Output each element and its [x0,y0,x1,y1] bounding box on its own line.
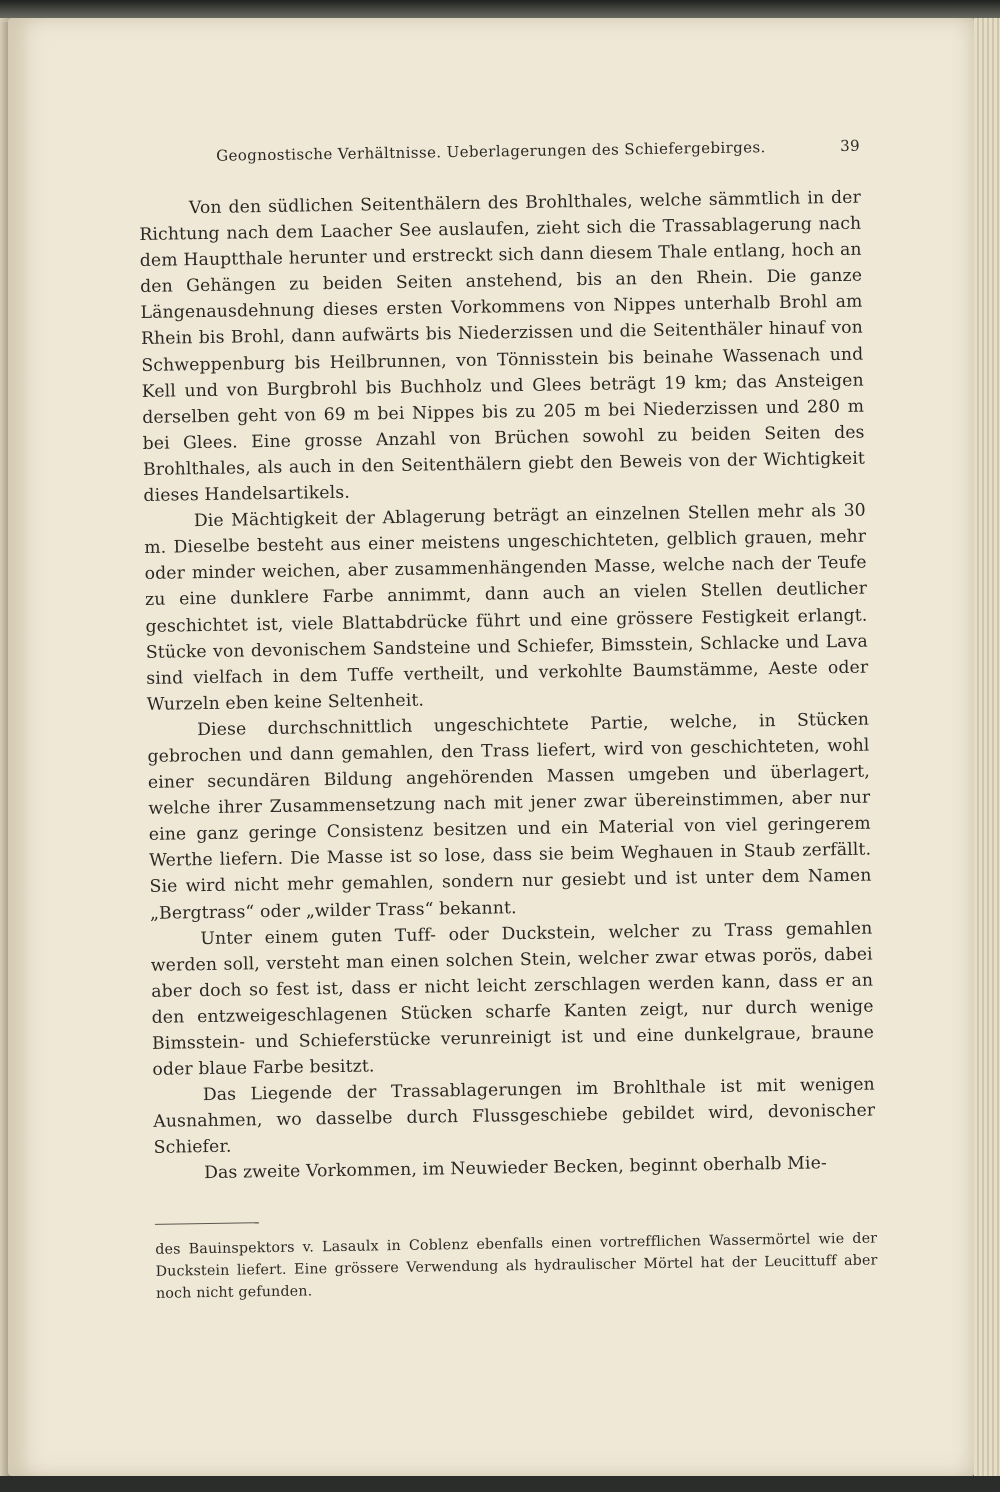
body-text [139,185,876,1188]
paragraph-1: Von den südlichen Seitenthälern des Brohlthales, welche sämmtlich in der Richtung nach dem Laacher See auslaufen, zieht sich die Trassablagerung nach dem Hauptthale herunter und erstreckt sich dann diesem Thale entlang, hoch an den Gehängen zu beiden Seiten anstehend, bis an den Rhein. Die ganze Längenausdehnung dieses ersten Vorkommens von Nippes unterhalb Brohl am Rhein bis Brohl, dann aufwärts bis Niederzissen und die Seitenthäler hinauf von Schweppenburg bis Heilbrunnen, von Tönnisstein bis beinahe Wassenach und Kell und von Burgbrohl bis Buchholz und Glees beträgt 19 km; das Ansteigen derselben geht von 69 m bei Nippes bis zu 205 m bei Niederzissen und 280 m bei Glees. Eine grosse Anzahl von Brüchen sowohl zu beiden Seiten des Brohlthales, als auch in den Seitenthälern giebt den Beweis von der Wichtigkeit dieses Handelsartikels. [139,187,866,506]
paragraph-5: Das Liegende der Trassablagerungen im Brohlthale ist mit wenigen Ausnahmen, wo dasselbe durch Flussgeschiebe gebildet wird, devonischer Schiefer. [153,1074,876,1159]
page-edges [974,18,1000,1476]
footnote: des Bauinspektors v. Lasaulx in Coblenz ebenfalls einen vortrefflichen Wassermörtel wie der Duckstein liefert. Eine grössere Verwendung als hydraulischer Mörtel hat der Leucittuff aber noch nicht gefunden. [155,1230,878,1302]
running-title: Geognostische Verhältnisse. Ueberlagerungen des Schiefergebirges. [215,138,766,165]
footnote-rule [155,1222,259,1225]
paragraph-6: Das zweite Vorkommen, im Neuwieder Becken, beginnt oberhalb Mie- [203,1153,828,1184]
paragraph-3: Diese durchschnittlich ungeschichtete Partie, welche, in Stücken gebrochen und dann gemahlen, den Trass liefert, wird von geschichteten, wohl einer secundären Bildung angehörenden Massen umgeben und überlagert, welche ihrer Zusammensetzung nach mit jener zwar übereinstimmen, aber nur eine ganz geringe Consistenz besitzen und ein Material von viel geringerem Werthe liefern. Die Masse ist so lose, dass sie beim Weghauen in Staub zerfällt. Sie wird nicht mehr gemahlen, sondern nur gesiebt und ist unter dem Namen „Bergtrass“ oder „wilder Trass“ bekannt. [147,709,872,924]
paragraph-4: Unter einem guten Tuff- oder Duckstein, welcher zu Trass gemahlen werden soll, versteht man einen solchen Stein, welcher zwar etwas porös, dabei aber doch so fest ist, dass er nicht leicht zerschlagen werden kann, dass er an den entzweigeschlagenen Stücken scharfe Kanten zeigt, nur durch wenige Bimsstein- und Schieferstücke verunreinigt ist und eine dunkelgraue, braune oder blaue Farbe besitzt. [150,918,875,1080]
paragraph-2: Die Mächtigkeit der Ablagerung beträgt an einzelnen Stellen mehr als 30 m. Dieselbe besteht aus einer meistens ungeschichteten, gelblich grauen, mehr oder minder weichen, aber zusammenhängenden Masse, welche nach der Teufe zu eine dunklere Farbe annimmt, dann auch an vielen Stellen deutlicher geschichtet ist, viele Blattabdrücke führt und eine grössere Festigkeit erlangt. Stücke von devonischem Sandsteine und Schiefer, Bimsstein, Schlacke und Lava sind vielfach in dem Tuffe vertheilt, und verkohlte Baumstämme, Aeste oder Wurzeln eben keine Seltenheit. [144,500,869,715]
page-content [138,137,878,1305]
page-gutter [0,18,30,1476]
page-number: 39 [840,136,861,155]
